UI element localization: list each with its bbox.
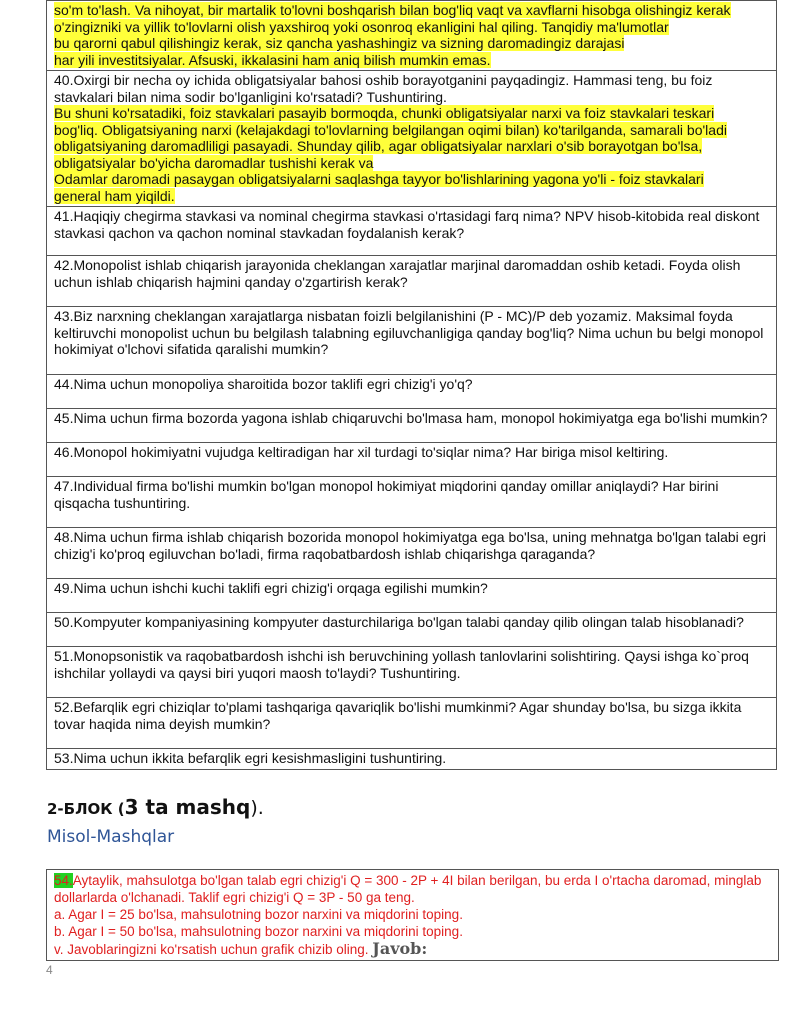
highlighted-text: general ham yiqildi. <box>54 187 175 204</box>
exercise-part-a: a. Agar I = 25 bo'lsa, mahsulotning bozor narxini va miqdorini toping. <box>54 907 463 922</box>
table-row <box>47 749 777 770</box>
highlighted-text: obligatsiyalar bo'yicha daromadlar tushishi kerak va <box>54 154 374 171</box>
highlighted-text: o'zingizniki va yillik to'lovlarni olish yaxshiroq yoki osonroq ekanligini hal qiling. Tanqidiy ma'lumotlar <box>54 18 669 35</box>
table-row <box>47 256 777 307</box>
table-row <box>47 1 777 71</box>
table-row <box>47 613 777 647</box>
exercise-number: 54. <box>54 873 73 888</box>
highlighted-text: har yili investitsiyalar. Afsuski, ikkalasini ham aniq bilish mumkin emas. <box>54 51 491 68</box>
highlighted-text: bu qarorni qabul qilishingiz kerak, siz qancha yashashingiz va sizning daromadingiz darajasi <box>54 35 625 51</box>
exercise-part-v-text: v. Javoblaringizni ko'rsatish uchun grafik chizib oling. <box>54 942 369 957</box>
table-row <box>47 443 777 477</box>
question-cell: 53.Nima uchun ikkita befarqlik egri kesishmasligini tushuntiring. <box>47 749 777 770</box>
question-cell: 45.Nima uchun firma bozorda yagona ishlab chiqaruvchi bo'lmasa ham, monopol hokimiyatga ega bo'lishi mumkin? <box>47 409 777 443</box>
question-cell: 52.Befarqlik egri chiziqlar to'plami tashqariga qavariqlik bo'lishi mumkinmi? Agar shunday bo'lsa, bu sizga ikkita tovar haqida nima deyish mumkin? <box>47 698 777 749</box>
table-row <box>47 307 777 375</box>
question-cell: 43.Biz narxning cheklangan xarajatlarga nisbatan foizli belgilanishini (P - MC)/P deb yozamiz. Maksimal foyda keltiruvchi monopolist uchun bu belgilash talabning egiluvchanligiga qanday bog'liq? Nima uchun bu belgi monopol hokimiyat o'lchovi sifatida qaralishi mumkin? <box>47 307 777 375</box>
questions-table <box>46 0 777 770</box>
question-cell: 47.Individual firma bo'lishi mumkin bo'lgan monopol hokimiyat miqdorini qanday omillar aniqlaydi? Har birini qisqacha tushuntiring. <box>47 477 777 528</box>
question-cell-40 <box>47 71 777 207</box>
question-cell: 44.Nima uchun monopoliya sharoitida bozor taklifi egri chizig'i yo'q? <box>47 375 777 409</box>
table-row <box>47 375 777 409</box>
question-cell: 48.Nima uchun firma ishlab chiqarish bozorida monopol hokimiyatga ega bo'lsa, uning mehnatga bo'lgan talabi egri chizig'i ko'proq egiluvchan bo'ladi, firma raqobatbardosh ishlab chiqarishga qaraganda? <box>47 528 777 579</box>
question-cell: 41.Haqiqiy chegirma stavkasi va nominal chegirma stavkasi o'rtasidagi farq nima? NPV hisob-kitobida real diskont stavkasi qachon va qachon nominal stavkadan foydalanish kerak? <box>47 207 777 256</box>
highlighted-text: bog'liq. Obligatsiyaning narxi (kelajakdagi to'lovlarning belgilangan oqimi bilan) ko'tarilganda, samarali bo'ladi <box>54 121 727 138</box>
section-title-suffix: ). <box>250 797 264 819</box>
table-row <box>47 579 777 613</box>
table-row <box>47 477 777 528</box>
highlighted-text: so'm to'lash. Va nihoyat, bir martalik to'lovni boshqarish bilan bog'liq vaqt va xavflarni hisobga olishingiz kerak <box>54 2 731 18</box>
question-cell: 42.Monopolist ishlab chiqarish jarayonida cheklangan xarajatlar marjinal daromaddan oshib ketadi. Foyda olish uchun ishlab chiqarish hajmini qanday o'zgartirish kerak? <box>47 256 777 307</box>
section-title-main: 3 ta mashq <box>124 795 251 819</box>
table-row <box>47 647 777 698</box>
question-cell: 49.Nima uchun ishchi kuchi taklifi egri chizig'i orqaga egilishi mumkin? <box>47 579 777 613</box>
page-number: 4 <box>46 963 53 977</box>
question-cell: 46.Monopol hokimiyatni vujudga keltiradigan har xil turdagi to'siqlar nima? Har biriga misol keltiring. <box>47 443 777 477</box>
question-cell: 50.Kompyuter kompaniyasining kompyuter dasturchilariga bo'lgan talabi qanday qilib olingan talab hisoblanadi? <box>47 613 777 647</box>
exercise-statement <box>54 872 771 906</box>
exercise-part-v <box>54 940 771 958</box>
highlighted-text: Odamlar daromadi pasaygan obligatsiyalarni saqlashga tayyor bo'lishlarining yagona yo'li - foiz stavkalari <box>54 171 704 187</box>
table-row <box>47 207 777 256</box>
exercise-part-b: b. Agar I = 50 bo'lsa, mahsulotning bozor narxini va miqdorini toping. <box>54 924 463 939</box>
question-cell: 51.Monopsonistik va raqobatbardosh ishchi ish beruvchining yollash tanlovlarini solishtiring. Qaysi ishga ko`proq ishchilar yollaydi va qaysi biri yuqori maosh to'laydi? Tushuntiring. <box>47 647 777 698</box>
section-title-prefix: 2-БЛОК ( <box>47 800 125 818</box>
section-subtitle: Misol-Mashqlar <box>47 827 175 847</box>
exercise-box <box>46 869 779 961</box>
answer-cell <box>47 1 777 71</box>
exercise-text: Aytaylik, mahsulotga bo'lgan talab egri chizig'i Q = 300 - 2P + 4I bilan berilgan, bu erda I o'rtacha daromad, minglab dollarlarda o'lchanadi. Taklif egri chizig'i Q = 3P - 50 ga teng. <box>54 873 762 905</box>
table-row <box>47 528 777 579</box>
table-row <box>47 409 777 443</box>
table-row <box>47 71 777 207</box>
answer-label: Javob: <box>372 939 428 958</box>
table-row <box>47 698 777 749</box>
section-title <box>47 795 264 819</box>
highlighted-text: obligatsiyaning daromadliligi pasayadi. Shunday qilib, agar obligatsiyalar narxlari o'sib borayotgan bo'lsa, <box>54 138 703 154</box>
highlighted-text: Bu shuni ko'rsatadiki, foiz stavkalari pasayib bormoqda, chunki obligatsiyalar narxi va foiz stavkalari teskari <box>54 105 715 121</box>
question-text: 40.Oxirgi bir necha oy ichida obligatsiyalar bahosi oshib borayotganini payqadingiz. Hammasi teng, bu foiz stavkalari bilan nima sodir bo'lganligini ko'rsatadi? Tushuntiring. <box>54 72 713 105</box>
